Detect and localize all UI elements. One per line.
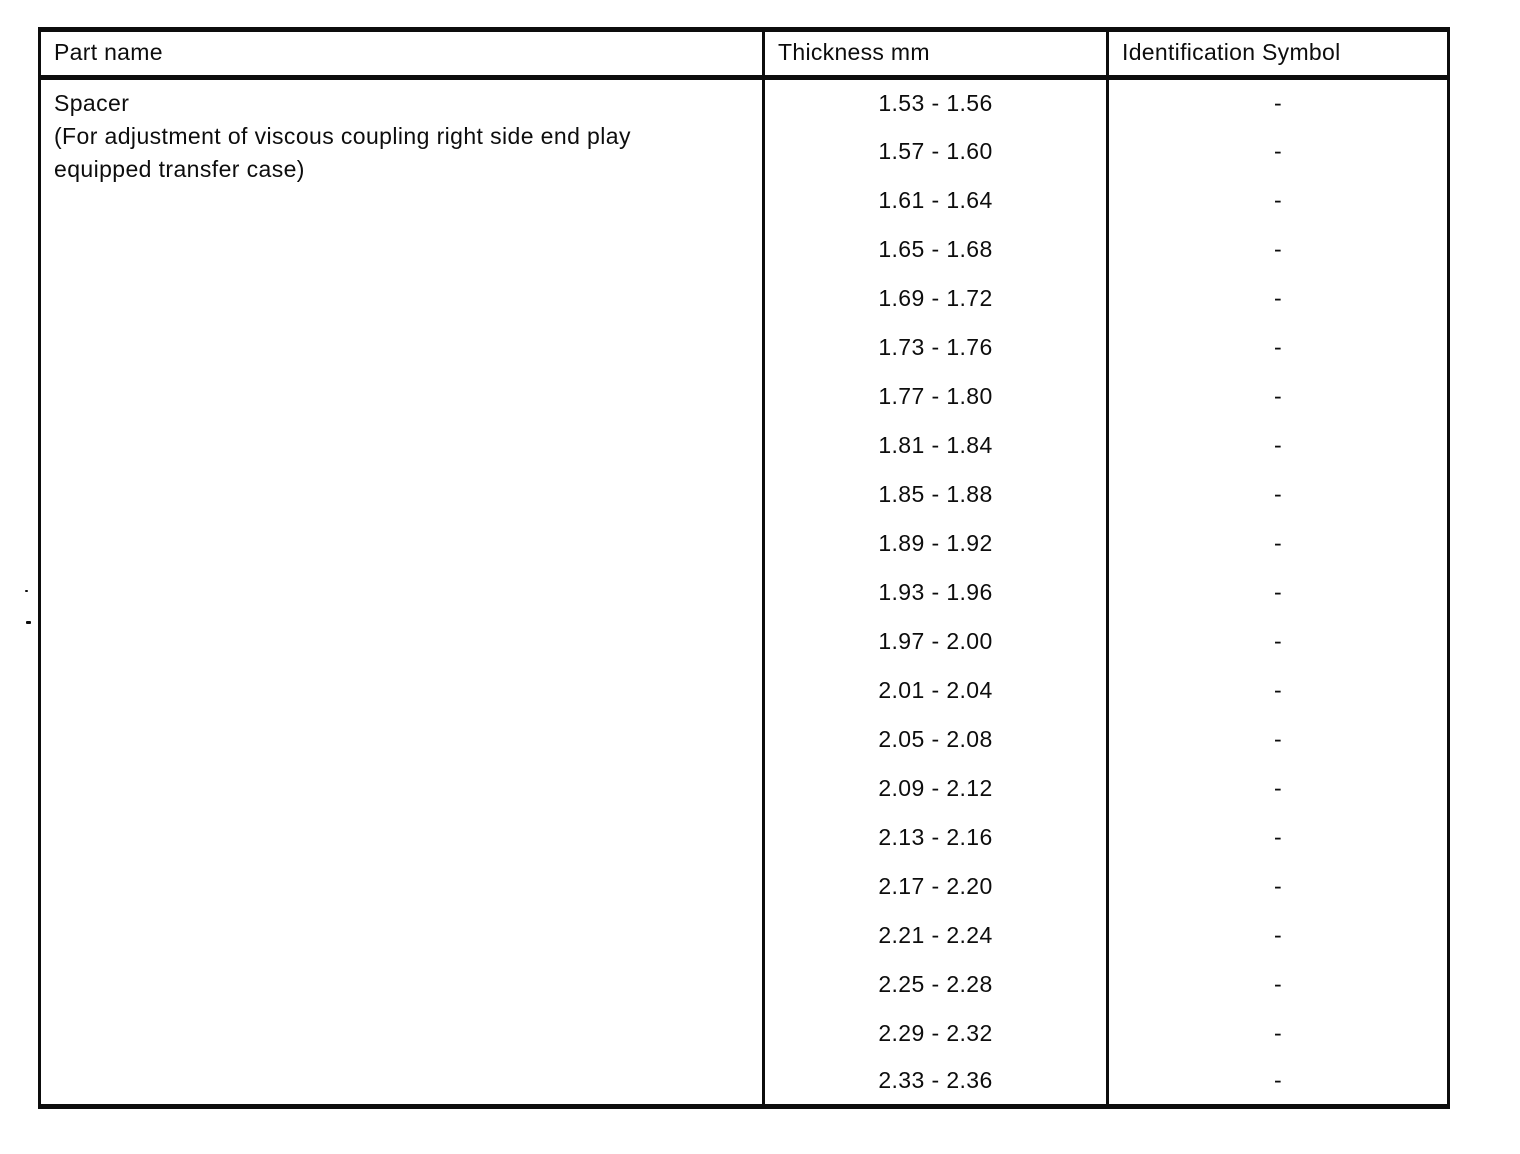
thickness-value: 1.53 - 1.56 bbox=[764, 78, 1108, 127]
column-header-part-name: Part name bbox=[40, 30, 764, 78]
column-header-thickness: Thickness mm bbox=[764, 30, 1108, 78]
identification-symbol: - bbox=[1108, 1058, 1449, 1107]
identification-symbol: - bbox=[1108, 78, 1449, 127]
thickness-value: 2.09 - 2.12 bbox=[764, 764, 1108, 813]
identification-symbol: - bbox=[1108, 960, 1449, 1009]
thickness-value: 2.05 - 2.08 bbox=[764, 715, 1108, 764]
header-row bbox=[40, 30, 1449, 78]
scan-speck bbox=[25, 590, 28, 592]
thickness-value: 2.13 - 2.16 bbox=[764, 813, 1108, 862]
identification-symbol: - bbox=[1108, 813, 1449, 862]
identification-symbol: - bbox=[1108, 568, 1449, 617]
thickness-value: 2.01 - 2.04 bbox=[764, 666, 1108, 715]
identification-symbol: - bbox=[1108, 176, 1449, 225]
identification-symbol: - bbox=[1108, 666, 1449, 715]
identification-symbol: - bbox=[1108, 421, 1449, 470]
identification-symbol: - bbox=[1108, 862, 1449, 911]
identification-symbol: - bbox=[1108, 127, 1449, 176]
part-name-cell bbox=[40, 78, 764, 1107]
thickness-value: 1.65 - 1.68 bbox=[764, 225, 1108, 274]
thickness-value: 2.21 - 2.24 bbox=[764, 911, 1108, 960]
identification-symbol: - bbox=[1108, 225, 1449, 274]
thickness-value: 1.77 - 1.80 bbox=[764, 372, 1108, 421]
identification-symbol: - bbox=[1108, 764, 1449, 813]
thickness-value: 1.61 - 1.64 bbox=[764, 176, 1108, 225]
part-name: Spacer bbox=[54, 90, 130, 116]
thickness-value: 2.25 - 2.28 bbox=[764, 960, 1108, 1009]
thickness-value: 1.73 - 1.76 bbox=[764, 323, 1108, 372]
part-description: (For adjustment of viscous coupling right side end play equipped transfer case) bbox=[54, 123, 631, 182]
scan-speck bbox=[26, 621, 31, 624]
thickness-value: 1.69 - 1.72 bbox=[764, 274, 1108, 323]
identification-symbol: - bbox=[1108, 372, 1449, 421]
thickness-value: 1.93 - 1.96 bbox=[764, 568, 1108, 617]
thickness-value: 1.57 - 1.60 bbox=[764, 127, 1108, 176]
spacer-thickness-table bbox=[38, 27, 1450, 1109]
thickness-value: 1.81 - 1.84 bbox=[764, 421, 1108, 470]
identification-symbol: - bbox=[1108, 274, 1449, 323]
column-header-identification-symbol: Identification Symbol bbox=[1108, 30, 1449, 78]
thickness-value: 1.85 - 1.88 bbox=[764, 470, 1108, 519]
thickness-value: 2.33 - 2.36 bbox=[764, 1058, 1108, 1107]
identification-symbol: - bbox=[1108, 470, 1449, 519]
identification-symbol: - bbox=[1108, 911, 1449, 960]
identification-symbol: - bbox=[1108, 323, 1449, 372]
thickness-value: 1.97 - 2.00 bbox=[764, 617, 1108, 666]
identification-symbol: - bbox=[1108, 715, 1449, 764]
thickness-value: 2.29 - 2.32 bbox=[764, 1009, 1108, 1058]
identification-symbol: - bbox=[1108, 617, 1449, 666]
table-row bbox=[40, 78, 1449, 127]
identification-symbol: - bbox=[1108, 519, 1449, 568]
thickness-value: 1.89 - 1.92 bbox=[764, 519, 1108, 568]
thickness-value: 2.17 - 2.20 bbox=[764, 862, 1108, 911]
identification-symbol: - bbox=[1108, 1009, 1449, 1058]
